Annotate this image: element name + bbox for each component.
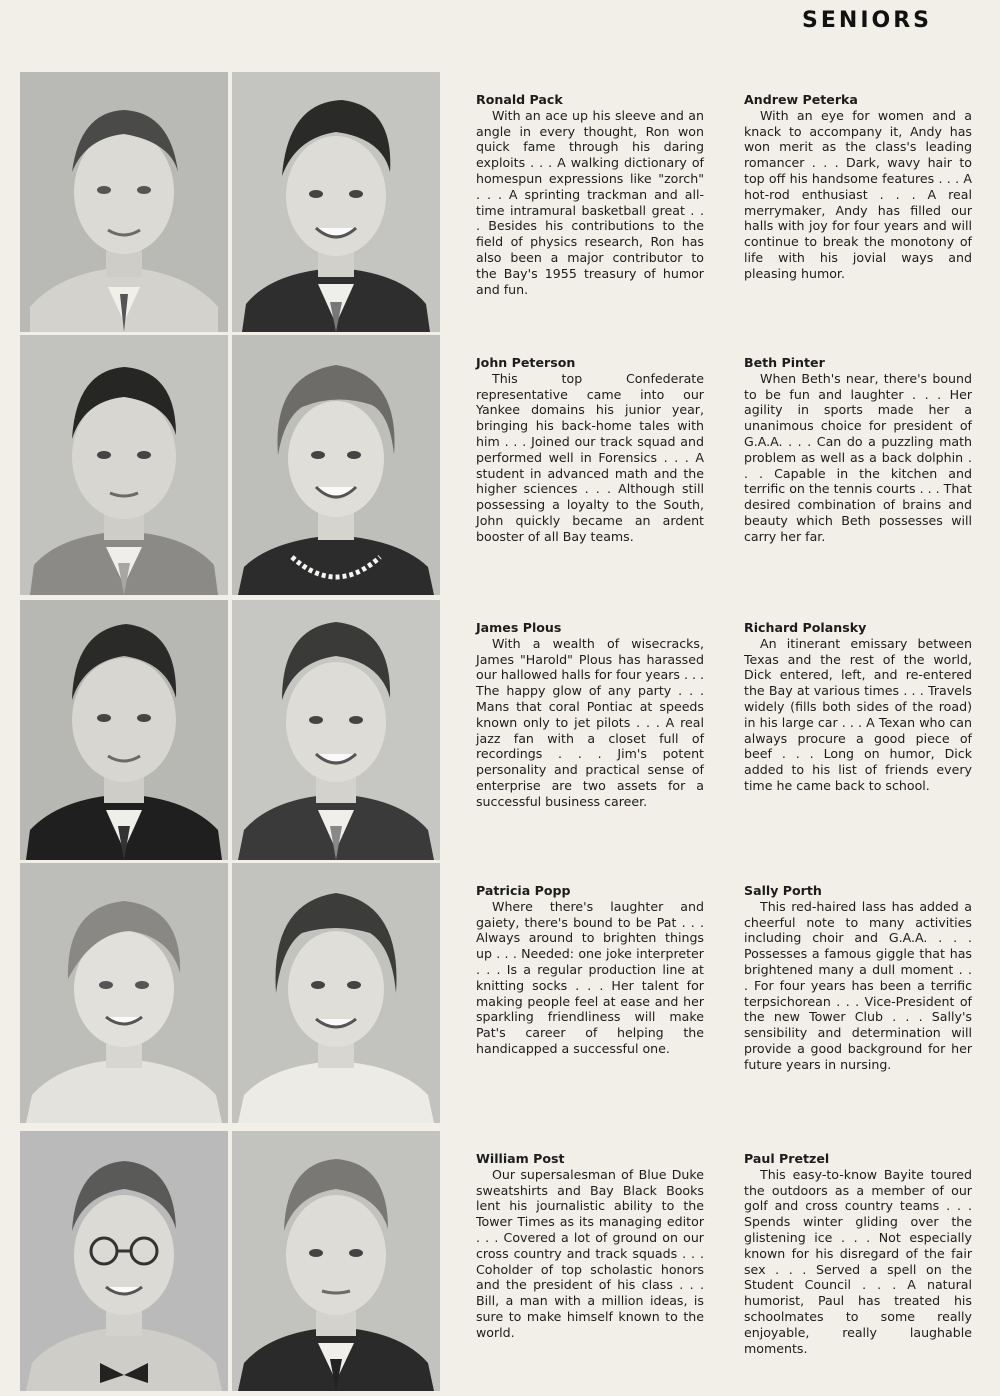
- senior-name: James Plous: [476, 620, 562, 635]
- senior-name: Richard Polansky: [744, 620, 867, 635]
- portrait-photo-patricia-popp: [20, 863, 228, 1123]
- bio-patricia-popp: [476, 883, 704, 1057]
- portrait-photo-sally-porth: [232, 863, 440, 1123]
- senior-name: William Post: [476, 1151, 565, 1166]
- portrait-photo-james-plous: [20, 600, 228, 860]
- bio-paul-pretzel: [744, 1151, 972, 1356]
- senior-name: Andrew Peterka: [744, 92, 858, 107]
- senior-description: With an eye for women and a knack to accompany it, Andy has won merit as the class's leading romancer . . . Dark, wavy hair to top off his handsome features . . . A hot-rod enthusiast . . . A real merrymaker, Andy has filled our halls with joy for four years and will continue to break the monotony of life with his jovial ways and pleasing humor.: [744, 107, 972, 281]
- bio-william-post: [476, 1151, 704, 1341]
- senior-name: John Peterson: [476, 355, 576, 370]
- senior-row: [0, 600, 1000, 862]
- senior-row: [0, 1131, 1000, 1393]
- senior-description: When Beth's near, there's bound to be fun and laughter . . . Her agility in sports made her a unanimous choice for president of G.A.A. . . . Can do a puzzling math problem as well as a back dolphin . . . Capable in the kitchen and terrific on the tennis courts . . . That desired combination of brains and beauty which Beth possesses will carry her far.: [744, 370, 972, 544]
- senior-description: This top Confederate representative came into our Yankee domains his junior year, bringing his back-home tales with him . . . Joined our track squad and performed well in Forensics . . . A student in advanced math and the higher sciences . . . Although still possessing a loyalty to the South, John quickly became an ardent booster of all Bay teams.: [476, 370, 704, 544]
- portrait-photo-william-post: [20, 1131, 228, 1391]
- portrait-photo-ronald-pack: [20, 72, 228, 332]
- portrait-photo-paul-pretzel: [232, 1131, 440, 1391]
- bio-james-plous: [476, 620, 704, 810]
- portrait-photo-andrew-peterka: [232, 72, 440, 332]
- senior-name: Beth Pinter: [744, 355, 825, 370]
- senior-description: With a wealth of wisecracks, James "Harold" Plous has harassed our hallowed halls for four years . . . The happy glow of any party . . . Mans that coral Pontiac at speeds known only to jet pilots . . . A real jazz fan with a closet full of recordings . . . Jim's potent personality and practical sense of enterprise are two assets for a successful business career.: [476, 635, 704, 809]
- bio-richard-polansky: [744, 620, 972, 794]
- portrait-photo-beth-pinter: [232, 335, 440, 595]
- senior-name: Paul Pretzel: [744, 1151, 830, 1166]
- senior-name: Patricia Popp: [476, 883, 571, 898]
- senior-description: This easy-to-know Bayite toured the outdoors as a member of our golf and cross country teams . . . Spends winter gliding over the glistening ice . . . Not especially known for his disregard of the fair sex . . . Served a spell on the Student Council . . . A natural humorist, Paul has treated his schoolmates to some really enjoyable, really laughable moments.: [744, 1166, 972, 1356]
- senior-description: An itinerant emissary between Texas and the rest of the world, Dick entered, left, and re-entered the Bay at various times . . . Travels widely (fills both sides of the road) in his large car . . . A Texan who can always procure a good piece of beef . . . Long on humor, Dick added to his list of friends every time he came back to school.: [744, 635, 972, 793]
- senior-row: [0, 863, 1000, 1125]
- bio-ronald-pack: [476, 92, 704, 297]
- portrait-photo-richard-polansky: [232, 600, 440, 860]
- portrait-photo-john-peterson: [20, 335, 228, 595]
- senior-row: [0, 72, 1000, 334]
- bio-john-peterson: [476, 355, 704, 545]
- page-title: SENIORS: [802, 8, 932, 33]
- senior-name: Sally Porth: [744, 883, 822, 898]
- bio-andrew-peterka: [744, 92, 972, 282]
- senior-name: Ronald Pack: [476, 92, 563, 107]
- senior-row: [0, 335, 1000, 597]
- senior-description: With an ace up his sleeve and an angle in every thought, Ron won quick fame through his daring exploits . . . A walking dictionary of homespun expressions like "zorch" . . . A sprinting trackman and all-time intramural basketball great . . . Besides his contributions to the field of physics research, Ron has also been a major contributor to the Bay's 1955 treasury of humor and fun.: [476, 107, 704, 297]
- bio-sally-porth: [744, 883, 972, 1073]
- senior-description: Where there's laughter and gaiety, there's bound to be Pat . . . Always around to brighten things up . . . Needed: one joke interpreter . . . Is a regular production line at knitting socks . . . Her talent for making people feel at ease and her sparkling friendliness will make Pat's career of helping the handicapped a successful one.: [476, 898, 704, 1056]
- senior-description: This red-haired lass has added a cheerful note to many activities including choir and G.A.A. . . . Possesses a famous giggle that has brightened many a dull moment . . . For four years has been a terrific terpsichorean . . . Vice-President of the new Tower Club . . . Sally's sensibility and determination will provide a good background for her future years in nursing.: [744, 898, 972, 1072]
- senior-description: Our supersalesman of Blue Duke sweatshirts and Bay Black Books lent his journalistic ability to the Tower Times as its managing editor . . . Covered a lot of ground on our cross country and track squads . . . Coholder of top scholastic honors and the president of his class . . . Bill, a man with a million ideas, is sure to make himself known to the world.: [476, 1166, 704, 1340]
- bio-beth-pinter: [744, 355, 972, 545]
